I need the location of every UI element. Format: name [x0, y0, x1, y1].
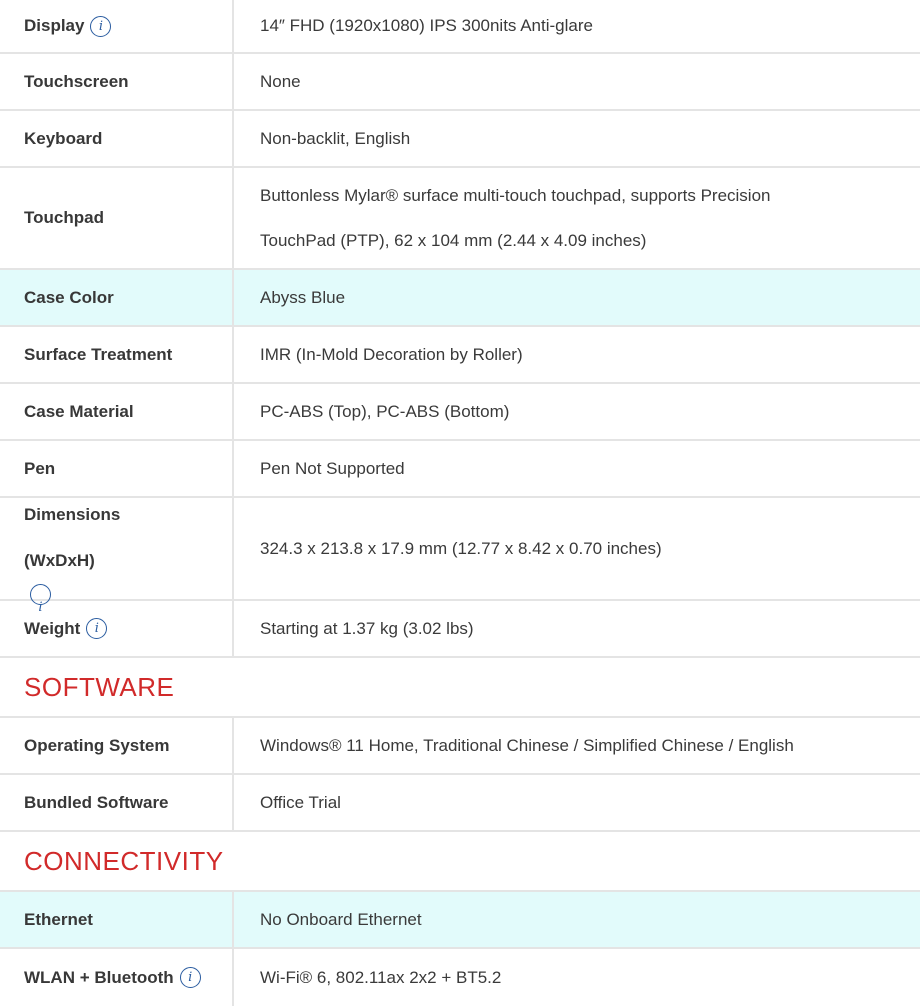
- spec-value-line: TouchPad (PTP), 62 x 104 mm (2.44 x 4.09 inches): [260, 231, 647, 250]
- spec-value-line: Buttonless Mylar® surface multi-touch touchpad, supports Precision: [260, 186, 771, 205]
- spec-value: Pen Not Supported: [260, 458, 405, 478]
- spec-label-text: Dimensions: [24, 505, 121, 524]
- spec-value: [234, 168, 920, 268]
- spec-label: Operating System: [0, 718, 234, 773]
- spec-row-operating-system: [0, 718, 920, 775]
- spec-row-touchscreen: [0, 54, 920, 111]
- spec-row-touchpad: [0, 168, 920, 270]
- spec-value: Office Trial: [260, 792, 341, 812]
- spec-value: Starting at 1.37 kg (3.02 lbs): [260, 618, 474, 638]
- spec-label-text: (WxDxH): [24, 551, 95, 570]
- spec-value: Wi-Fi® 6, 802.11ax 2x2 + BT5.2: [260, 967, 502, 987]
- spec-label-line: [24, 538, 95, 615]
- info-icon[interactable]: i: [180, 967, 201, 988]
- spec-value: IMR (In-Mold Decoration by Roller): [260, 344, 523, 364]
- info-icon[interactable]: i: [86, 618, 107, 639]
- spec-row-surface-treatment: [0, 327, 920, 384]
- spec-row-wlan-bluetooth: [0, 949, 920, 1006]
- spec-row-weight: [0, 601, 920, 658]
- spec-label: Pen: [0, 441, 234, 496]
- spec-label: Touchscreen: [0, 54, 234, 109]
- section-heading-connectivity: CONNECTIVITY: [0, 832, 920, 892]
- spec-row-case-color: [0, 270, 920, 327]
- spec-label: Touchpad: [0, 168, 234, 268]
- spec-row-ethernet: [0, 892, 920, 949]
- spec-row-bundled-software: [0, 775, 920, 832]
- spec-label-text: Weight: [24, 618, 81, 638]
- spec-row-dimensions: [0, 498, 920, 615]
- spec-value: Windows® 11 Home, Traditional Chinese / Simplified Chinese / English: [260, 735, 794, 755]
- spec-label-text: Display: [24, 16, 85, 35]
- section-heading-software: SOFTWARE: [0, 658, 920, 718]
- spec-label: Surface Treatment: [0, 327, 234, 382]
- spec-label: [0, 0, 234, 52]
- info-icon[interactable]: i: [90, 16, 111, 37]
- spec-label-text: WLAN + Bluetooth: [24, 967, 174, 987]
- spec-row-display: [0, 0, 920, 54]
- spec-label: [0, 949, 234, 1006]
- spec-value: 14″ FHD (1920x1080) IPS 300nits Anti-glare: [260, 16, 593, 35]
- spec-label: [0, 498, 234, 615]
- spec-row-pen: [0, 441, 920, 498]
- spec-row-case-material: [0, 384, 920, 441]
- spec-value: 324.3 x 213.8 x 17.9 mm (12.77 x 8.42 x 0.70 inches): [260, 538, 662, 558]
- spec-label: Ethernet: [0, 892, 234, 947]
- info-icon[interactable]: i: [30, 584, 51, 605]
- spec-label: Keyboard: [0, 111, 234, 166]
- spec-label: Case Color: [0, 270, 234, 325]
- spec-value: Abyss Blue: [260, 287, 346, 307]
- spec-label: Case Material: [0, 384, 234, 439]
- spec-row-keyboard: [0, 111, 920, 168]
- spec-value: Non-backlit, English: [260, 128, 411, 148]
- spec-label: Bundled Software: [0, 775, 234, 830]
- spec-label: [0, 601, 234, 656]
- spec-value: No Onboard Ethernet: [260, 909, 422, 929]
- spec-value: PC-ABS (Top), PC-ABS (Bottom): [260, 401, 510, 421]
- spec-value: None: [260, 71, 301, 91]
